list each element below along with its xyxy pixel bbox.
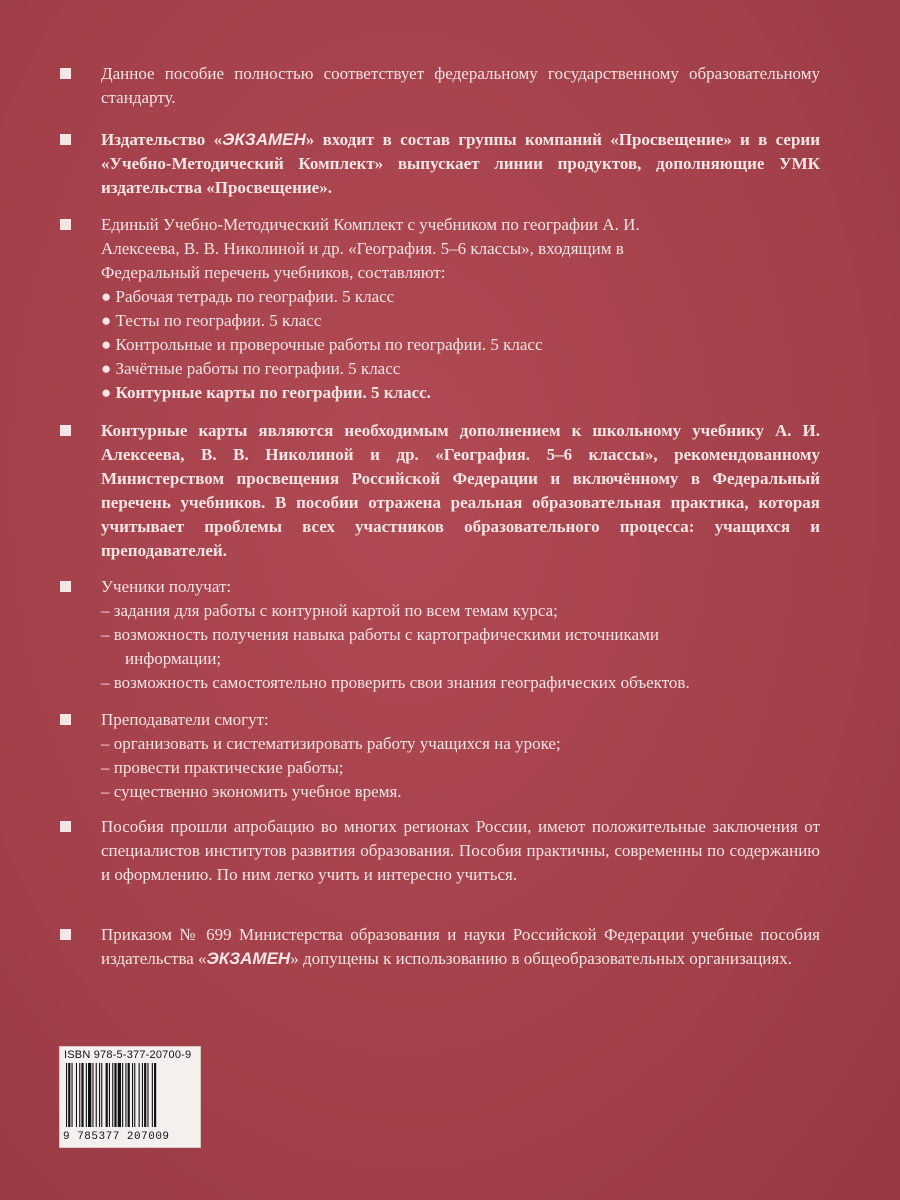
square-bullet-icon <box>60 821 71 832</box>
list-item: ● Зачётные работы по географии. 5 класс <box>101 359 401 378</box>
brand-name: ЭКЗАМЕН <box>206 949 291 968</box>
square-bullet-icon <box>60 219 71 230</box>
block-students <box>60 575 820 695</box>
list-item: ● Контурные карты по географии. 5 класс. <box>101 383 431 402</box>
approbation-text: Пособия прошли апробацию во многих регионах России, имеют положительные заключения от специалистов институтов развития образования. Пособия практичны, современны по содержанию и оформлению. По ним легко учить и интересно учиться. <box>101 817 820 884</box>
list-item: – задания для работы с контурной картой по всем темам курса; <box>101 601 558 620</box>
block-order <box>60 923 820 971</box>
list-item: ● Рабочая тетрадь по географии. 5 класс <box>101 287 395 306</box>
block-standard <box>60 62 820 110</box>
list-item: – организовать и систематизировать работу учащихся на уроке; <box>101 734 561 753</box>
square-bullet-icon <box>60 68 71 79</box>
square-bullet-icon <box>60 134 71 145</box>
square-bullet-icon <box>60 581 71 592</box>
list-item: – возможность получения навыка работы с картографическими источниками <box>101 625 659 644</box>
list-item: – провести практические работы; <box>101 758 344 777</box>
block-publisher <box>60 128 820 200</box>
students-title: Ученики получат: <box>101 577 232 596</box>
brand-name: ЭКЗАМЕН <box>222 130 306 149</box>
students-list <box>60 599 820 695</box>
block-contour-maps <box>60 419 820 563</box>
block-umk <box>60 213 820 405</box>
block-teachers <box>60 708 820 804</box>
square-bullet-icon <box>60 714 71 725</box>
umk-list <box>101 285 820 405</box>
standard-text: Данное пособие полностью соответствует федеральному государственному образовательному стандарту. <box>101 64 820 107</box>
teachers-list <box>101 732 820 804</box>
umk-intro: Единый Учебно-Методический Комплект с учебником по географии А. И. Алексеева, В. В. Николиной и др. «География. 5–6 классы», входящим в Федеральный перечень учебников, составляют: <box>101 215 640 282</box>
contour-maps-text: Контурные карты являются необходимым дополнением к школьному учебнику А. И. Алексеева, В. В. Николиной и др. «География. 5–6 классы», рекомендованному Министерством просвещения Российской Федерации и включённому в Федеральный перечень учебников. В пособии отражена реальная образовательная практика, которая учитывает проблемы всех участников образовательного процесса: учащихся и преподавателей. <box>101 421 820 560</box>
block-approbation <box>60 815 820 887</box>
barcode-area <box>59 1046 201 1148</box>
order-text: Приказом № 699 Министерства образования и науки Российской Федерации учебные пособия издательства «ЭКЗАМЕН» допущены к использованию в общеобразовательных организациях. <box>101 925 820 968</box>
publisher-text: Издательство «ЭКЗАМЕН» входит в состав группы компаний «Просвещение» и в серии «Учебно-Методический Комплект» выпускает линии продуктов, дополняющие УМК издательства «Просвещение». <box>101 130 820 197</box>
isbn-label: ISBN 978-5-377-20700-9 <box>64 1049 192 1061</box>
square-bullet-icon <box>60 929 71 940</box>
list-item: – существенно экономить учебное время. <box>101 782 402 801</box>
square-bullet-icon <box>60 425 71 436</box>
barcode-digits: 9 785377 207009 <box>63 1131 170 1143</box>
list-item: ● Тесты по географии. 5 класс <box>101 311 322 330</box>
teachers-title: Преподаватели смогут: <box>101 710 269 729</box>
list-item: – возможность самостоятельно проверить свои знания географических объектов. <box>101 673 690 692</box>
barcode-icon <box>66 1063 194 1129</box>
list-item: ● Контрольные и проверочные работы по географии. 5 класс <box>101 335 543 354</box>
list-item: информации; <box>125 649 222 668</box>
